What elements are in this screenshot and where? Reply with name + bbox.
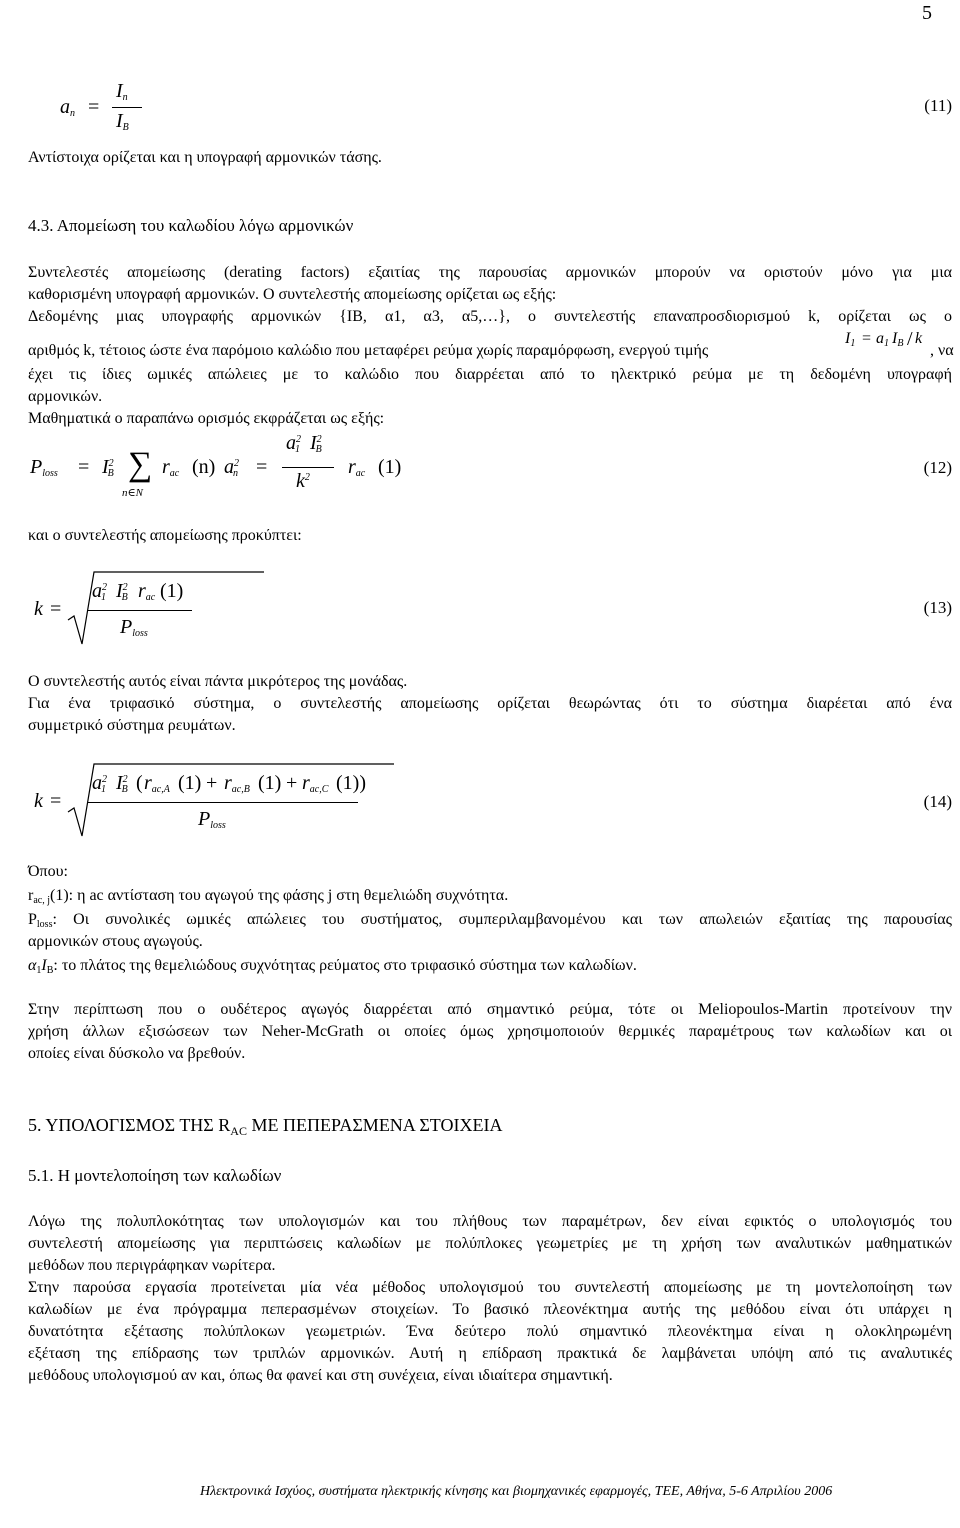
body-text: Όπου: <box>28 863 68 880</box>
body-text: καθορισμένη υπογραφή αρμονικών. Ο συντελεστής απομείωσης ορίζεται ως εξής: <box>28 286 557 303</box>
body-text: μεθόδων που περιγράφηκαν νωρίτερα. <box>28 1257 276 1274</box>
body-text: οποίες είναι δύσκολο να βρεθούν. <box>28 1045 246 1062</box>
body-text: συντελεστή απομείωσης για περιπτώσεις καλωδίων με πολύπλοκες γεωμετρίες με τη χρήση των αναλυτικών μαθηματικών <box>28 1235 952 1252</box>
inline-equation-i1: $I_1$ = $a_1$ $I_B$ / k <box>845 328 923 350</box>
equation-number-11: (11) <box>924 96 952 115</box>
body-text: Ο συντελεστής αυτός είναι πάντα μικρότερος της μονάδας. <box>28 673 408 690</box>
equation-11: $a_n$ = $I_n$ $I_B$ <box>60 80 180 140</box>
equation-14: k = $a^2_1$ $I^2_B$ ( $r_{ac,A}$ (1) + $r_{ac,B}$ (1) + $r_{ac,C}$ (1)) $P_{loss}$ <box>30 760 400 844</box>
section-heading-4-3: 4.3. Απομείωση του καλωδίου λόγω αρμονικών <box>28 216 354 235</box>
body-text: αριθμός k, τέτοιος ώστε ένα παρόμοιο καλώδιο που μεταφέρει ρεύμα χωρίς παραμόρφωση, ενεργού τιμής <box>28 342 709 359</box>
equation-number-14: (14) <box>923 792 952 811</box>
body-text: αρμονικών στους αγωγούς. <box>28 933 203 950</box>
body-text: Στην παρούσα εργασία προτείνεται μία νέα μέθοδος υπολογισμού του συντελεστή απομείωσης με τη μοντελοποίηση των <box>28 1279 952 1296</box>
body-text: Συντελεστές απομείωσης (derating factors) εξαιτίας της παρουσίας αρμονικών μπορούν να οριστούν μόνο για μια <box>28 264 952 281</box>
body-text: Λόγω της πολυπλοκότητας των υπολογισμών και του πλήθους των παραμέτρων, δεν είναι εφικτός ο υπολογισμός του <box>28 1213 952 1230</box>
definition-r-ac: $r_{ac, j}(1)$: η ac αντίσταση του αγωγού της φάσης j στη θεμελιώδη συχνότητα. <box>28 887 509 906</box>
body-text: Αντίστοιχα ορίζεται και η υπογραφή αρμονικών τάσης. <box>28 149 382 166</box>
body-text: καλωδίων με ένα πρόγραμμα πεπερασμένων στοιχείων. Το βασικό πλεονέκτημα αυτής της μεθόδου είναι ότι υπάρχει η <box>28 1301 952 1318</box>
equation-number-12: (12) <box>923 458 952 477</box>
body-text: δυνατότητα εξέτασης πολύπλοκων γεωμετριών. Ένα δεύτερο πολύ σημαντικό πλεονέκτημα είναι η ολοκληρωμένη <box>28 1323 952 1340</box>
body-text: εξέταση της επίδρασης των τριπλών αρμονικών. Αυτή η επίδραση πρακτικά δε λαμβάνεται υπόψη από τις αναλυτικές <box>28 1345 952 1362</box>
body-text: Στην περίπτωση που ο ουδέτερος αγωγός διαρρέεται από σημαντικό ρεύμα, τότε οι Meliopoulos-Martin προτείνουν την <box>28 1001 952 1018</box>
body-text: έχει τις ίδιες ωμικές απώλειες με το καλώδιο που διαρρέεται από το ηλεκτρικό ρεύμα με τη δεδομένη υπογραφή <box>28 366 952 383</box>
body-text: χρήση άλλων εξισώσεων των Neher-McGrath οι οποίες όμως χρησιμοποιούν θερμικές παραμέτρους των καλωδίων και οι <box>28 1023 952 1040</box>
body-text: Μαθηματικά ο παραπάνω ορισμός εκφράζεται ως εξής: <box>28 410 385 427</box>
equation-13: k = $a^2_1$ $I^2_B$ $r_{ac}$ (1) $P_{loss}$ <box>30 568 270 652</box>
body-text: μεθόδους υπολογισμού αν και, όπως θα φανεί και στη συνέχεια, είναι ιδιαίτερα σημαντική. <box>28 1367 613 1384</box>
section-heading-5-1: 5.1. Η μοντελοποίηση των καλωδίων <box>28 1166 282 1185</box>
equation-number-13: (13) <box>923 598 952 617</box>
body-text: Για ένα τριφασικό σύστημα, ο συντελεστής απομείωσης ορίζεται θεωρώντας ότι το σύστημα διαρέεται από ένα <box>28 695 952 712</box>
definition-a1-ib: $\alpha_1I_B$: το πλάτος της θεμελιώδους συχνότητας ρεύματος στο τριφασικό σύστημα των καλωδίων. <box>28 957 637 976</box>
section-heading-5: 5. ΥΠΟΛΟΓΙΣΜΟΣ ΤΗΣ $R_{AC}$ ΜΕ ΠΕΠΕΡΑΣΜΕΝΑ ΣΤΟΙΧΕΙΑ <box>28 1115 503 1138</box>
page-number: 5 <box>922 2 932 24</box>
body-text: συμμετρικό σύστημα ρευμάτων. <box>28 717 236 734</box>
body-text: και ο συντελεστής απομείωσης προκύπτει: <box>28 527 302 544</box>
definition-p-loss: $P_{loss}$: Οι συνολικές ωμικές απώλειες του συστήματος, συμπεριλαμβανομένου και των απωλειών εξαιτίας της παρουσίας <box>28 911 952 930</box>
body-text: αρμονικών. <box>28 388 103 405</box>
body-text: , να <box>930 342 954 359</box>
page-footer: Ηλεκτρονικά Ισχύος, συστήματα ηλεκτρικής κίνησης και βιομηχανικές εφαρμογές, ΤΕΕ, Αθήνα, 5-6 Απριλίου 2006 <box>200 1484 833 1499</box>
equation-12: $P_{loss}$ = $I^2_B$ ∑ n∈N $r_{ac}$ (n) $a^2_n$ = $a^2_1$ $I^2_B$ $k^2$ $r_{ac}$ (1) <box>30 432 402 499</box>
body-text: Δεδομένης μιας υπογραφής αρμονικών {ΙΒ, α1, α3, α5,…}, ο συντελεστής επαναπροσδιορισμού k, ορίζεται ως ο <box>28 308 952 325</box>
